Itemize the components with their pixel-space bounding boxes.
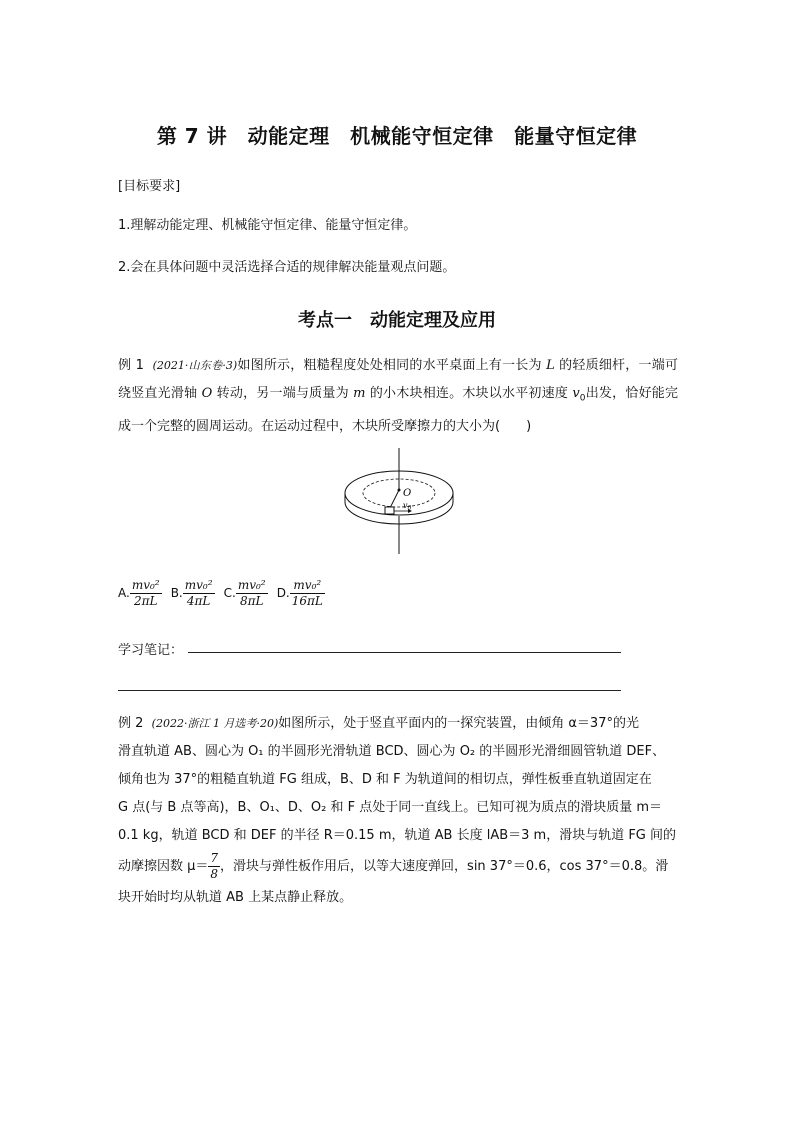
goals-heading: [目标要求] <box>118 179 181 194</box>
example-2-line-3: 倾角也为 37°的粗糙直轨道 FG 组成，B、D 和 F 为轨道间的相切点，弹性板垂直轨道固定在 <box>118 772 652 787</box>
example-2-line-6: 动摩擦因数 μ＝ $\frac{7}{8}$ ，滑块与弹性板作用后，以等大速度弹回，sin 37°＝0.6，cos 37°＝0.8。滑 <box>118 851 669 881</box>
notes-line-2[interactable] <box>118 690 621 691</box>
example-2-line-2: 滑直轨道 AB、圆心为 O₁ 的半圆形光滑轨道 BCD、圆心为 O₂ 的半圆形光滑细圆管轨道 DEF、 <box>118 744 666 759</box>
goal-item-1: 1.理解动能定理、机械能守恒定律、能量守恒定律。 <box>118 218 417 233</box>
choice-b[interactable]: B. $\frac{\text{mv₀²}}{4\pi L}$ <box>170 578 213 608</box>
mu-fraction: $\frac{7}{8}$ <box>210 851 219 881</box>
choice-a[interactable]: A. $\frac{\text{mv₀²}}{2\pi L}$ <box>118 578 160 608</box>
turntable-figure <box>330 448 470 558</box>
example-2-text <box>118 710 678 912</box>
section-title: 考点一 动能定理及应用 <box>298 310 496 331</box>
notes-line-1[interactable] <box>188 652 621 653</box>
goal-item-2: 2.会在具体问题中灵活选择合适的规律解决能量观点问题。 <box>118 260 456 275</box>
pivot-point <box>398 489 401 492</box>
notes-label: 学习笔记： <box>118 643 184 658</box>
label-v0: $v_0$ <box>403 501 412 512</box>
choice-d[interactable]: D. $\frac{\text{mv₀²}}{16\pi L}$ <box>276 578 323 608</box>
example-2-line-4: G 点(与 B 点等高)，B、O₁、D、O₂ 和 F 点处于同一直线上。已知可视为质点的滑块质量 m＝ <box>118 800 663 815</box>
example-2-source: (2022·浙江 1 月选考·20) <box>151 717 279 730</box>
light-rod <box>390 490 399 508</box>
example-2-label: 例 2 <box>118 716 144 731</box>
label-O: O <box>403 488 412 499</box>
choice-c[interactable]: C. $\frac{\text{mv₀²}}{8\pi L}$ <box>223 578 266 608</box>
page-title: 第 7 讲 动能定理 机械能守恒定律 能量守恒定律 <box>156 124 638 148</box>
example-2-line-5: 0.1 kg，轨道 BCD 和 DEF 的半径 R＝0.15 m，轨道 AB 长度 lAB＝3 m，滑块与轨道 FG 间的 <box>118 828 677 843</box>
example-1-label: 例 1 <box>118 358 144 373</box>
example-1-source: (2021·山东卷·3) <box>152 359 238 372</box>
example-2-line-7: 块开始时均从轨道 AB 上某点静止释放。 <box>118 890 353 905</box>
example-1-text: 例 1 (2021·山东卷·3)如图所示，粗糙程度处处相同的水平桌面上有一长为 L 的轻质细杆，一端可绕竖直光滑轴 O 转动，另一端与质量为 m 的小木块相连。木块以水平初速度 $v_0$出发，恰好能完成一个完整的圆周运动。在运动过程中，木块所受摩擦力的大小为( ) <box>118 358 679 434</box>
example-2-line-1: 例 2 (2022·浙江 1 月选考·20)如图所示，处于竖直平面内的一探究装置，由倾角 α＝37°的光 <box>118 716 639 731</box>
example-1-choices <box>118 578 329 609</box>
wood-block <box>385 507 394 514</box>
